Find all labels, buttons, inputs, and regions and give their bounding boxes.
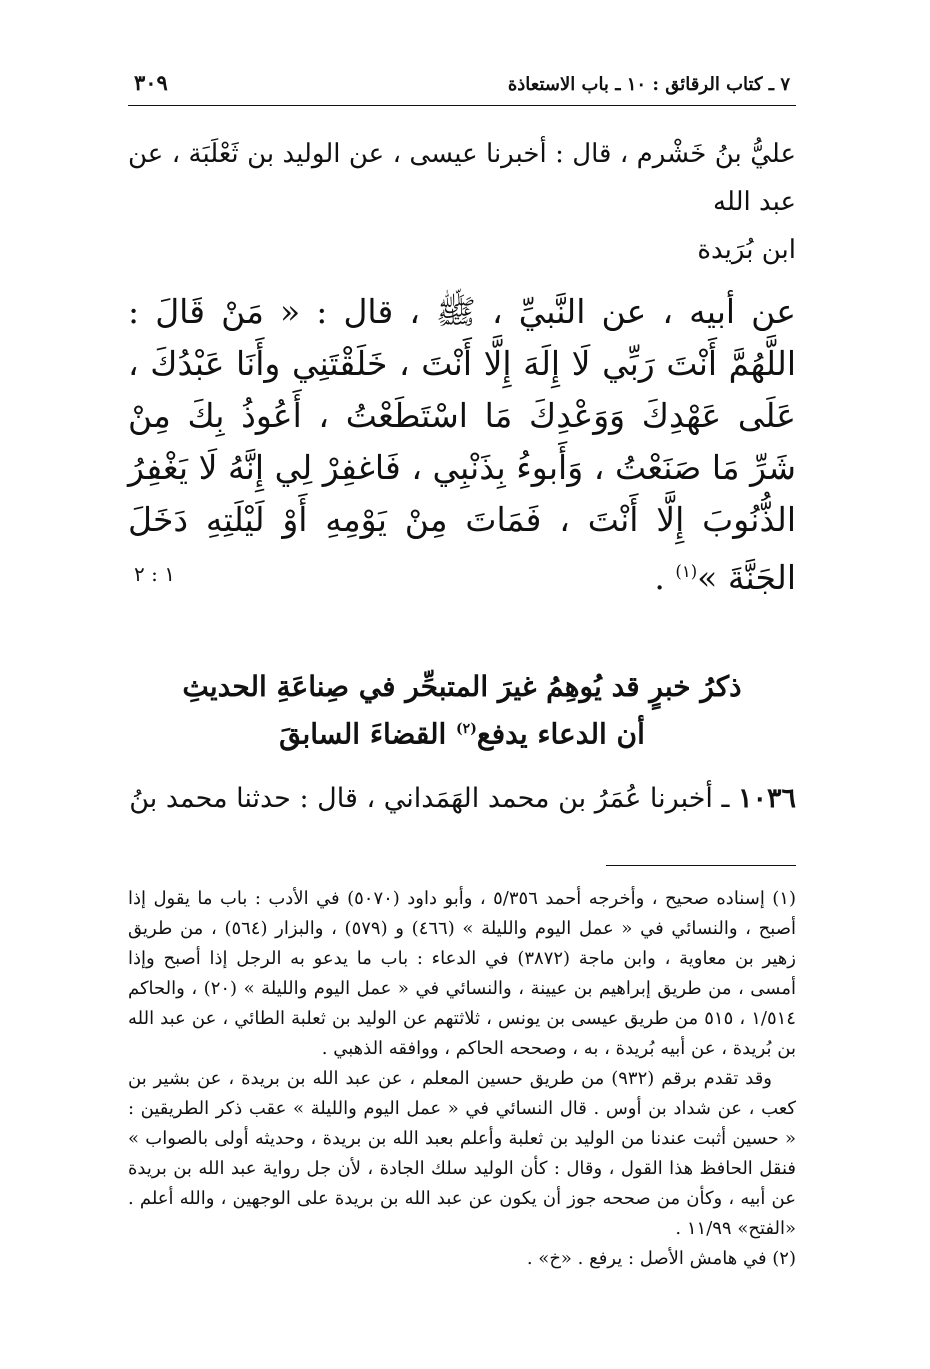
chapter-line-2-end: القضاءَ السابقَ [279, 717, 457, 751]
chain-line-2: ابن بُرَيدة [697, 235, 796, 265]
running-title: ٧ ـ كتاب الرقائق : ١٠ ـ باب الاستعاذة [507, 74, 790, 95]
chapter-line-2 [128, 708, 796, 755]
next-hadith-text: ـ أخبرنا عُمَرُ بن محمد الهَمَداني ، قال : حدثنا محمد بنُ [129, 783, 738, 815]
next-hadith [128, 777, 796, 821]
hadith-number: ١٠٣٦ [737, 783, 796, 815]
footnote-mark-2: (٢) [456, 721, 477, 737]
cross-reference: ١ : ٢ [134, 562, 175, 586]
footnote-mark-1: (١) [675, 562, 698, 581]
chain-line-1: عليُّ بنُ خَشْرم ، قال : أخبرنا عيسى ، عن الوليد بن ثَعْلَبَة ، عن عبد الله [128, 139, 796, 217]
hadith-end: . [654, 558, 676, 597]
chapter-line-1: ذكرُ خبرٍ قد يُوهِمُ غيرَ المتبحِّر في صِناعَةِ الحديثِ [182, 670, 742, 703]
book-page [128, 70, 796, 1274]
hadith-body: عن أبيه ، عن النَّبيِّ ، ﷺ ، قال : « مَنْ قَالَ : اللَّهُمَّ أَنْتَ رَبِّي لَا إِلَهَ إِلَّا أَنْتَ ، خَلَقْتَنِي وأَنَا عَبْدُكَ ، عَلَى عَهْدِكَ وَوَعْدِكَ مَا اسْتَطَعْتُ ، أَعُوذُ بِكَ مِنْ شَرِّ مَا صَنَعْتُ ، وَأَبوءُ بِذَنْبِي ، فَاغفِرْ لِي إِنَّهُ لَا يَغْفِرُ الذُّنُوبَ إِلَّا أَنْتَ ، فَمَاتَ مِنْ يَوْمِهِ أَوْ لَيْلَتِهِ دَخَلَ الجَنَّةَ » [128, 292, 796, 597]
footnote-separator [606, 865, 796, 866]
isnad-chain [128, 130, 796, 274]
footnote-1-continued: وقد تقدم برقم (٩٣٢) من طريق حسين المعلم ، عن عبد الله بن بريدة ، عن بشير بن كعب ، عن شداد بن أوس . قال النسائي في « عمل اليوم والليلة » عقب ذكر الطريقين : « حسين أثبت عندنا من الوليد بن ثعلبة وأعلم بعبد الله بن بريدة ، وحديثه أولى بالصواب » فنقل الحافظ هذا القول ، وقال : كأن الوليد سلك الجادة ، لأن جل رواية عبد الله بن بريدة عن أبيه ، وكأن من صححه جوز أن يكون عن عبد الله بن بريدة على الوجهين ، والله أعلم . «الفتح» ١١/٩٩ . [128, 1068, 796, 1240]
chapter-line-2-start: أن الدعاء يدفع [476, 717, 645, 751]
footnotes [128, 884, 796, 1274]
hadith-text [128, 286, 796, 604]
page-header [128, 70, 796, 106]
footnote-2: (٢) في هامش الأصل : يرفع . «خ» . [526, 1248, 796, 1270]
footnote-1: (١) إسناده صحيح ، وأخرجه أحمد ٥/٣٥٦ ، وأبو داود (٥٠٧٠) في الأدب : باب ما يقول إذا أصبح ، والنسائي في « عمل اليوم والليلة » (٤٦٦) و (٥٧٩) ، والبزار (٥٦٤) ، من طريق زهير بن معاوية ، وابن ماجة (٣٨٧٢) في الدعاء : باب ما يدعو به الرجل إذا أصبح وإذا أمسى ، من طريق إبراهيم بن عيينة ، والنسائي في « عمل اليوم والليلة » (٢٠) ، والحاكم ١/٥١٤ ، ٥١٥ من طريق عيسى بن يونس ، ثلاثتهم عن الوليد بن ثعلبة الطائي ، عن عبد الله بن بُريدة ، عن أبيه بُريدة ، به ، وصححه الحاكم ، ووافقه الذهبي . [128, 888, 796, 1060]
chapter-heading [128, 666, 796, 755]
page-number: ٣٠٩ [134, 70, 168, 95]
